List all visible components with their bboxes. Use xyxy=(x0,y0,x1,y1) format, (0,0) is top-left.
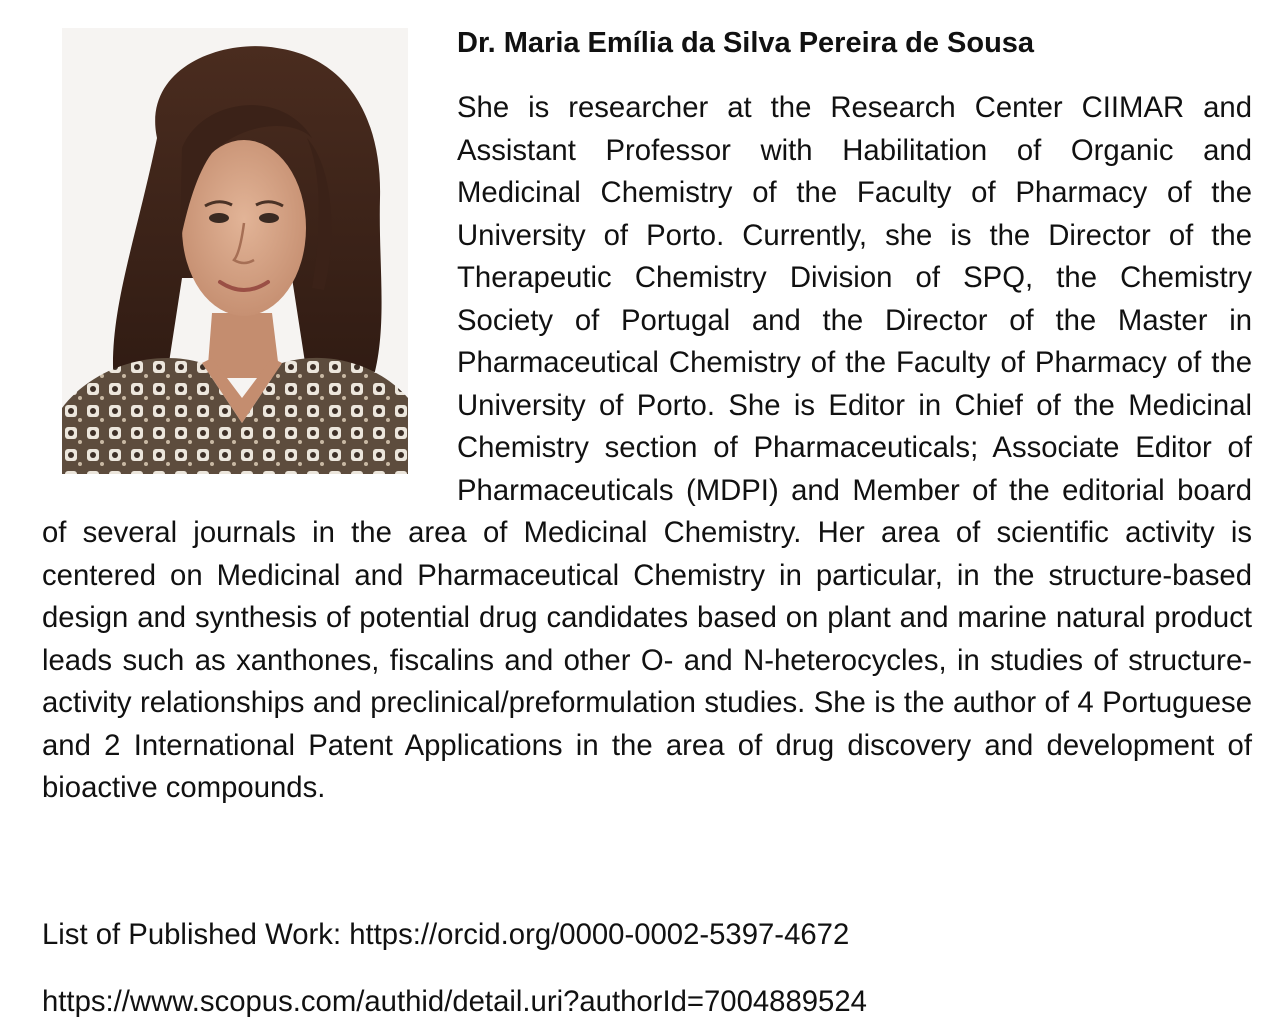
photo-wrap-spacer xyxy=(42,87,457,507)
published-work-line xyxy=(42,917,849,953)
scopus-line xyxy=(42,984,867,1020)
scopus-link[interactable]: https://www.scopus.com/authid/detail.uri?authorId=7004889524 xyxy=(42,985,867,1018)
person-name: Dr. Maria Emília da Silva Pereira de Sousa xyxy=(457,27,1035,59)
orcid-link[interactable]: https://orcid.org/0000-0002-5397-4672 xyxy=(349,918,850,951)
bio-text: She is researcher at the Research Center CIIMAR and Assistant Professor with Habilitation of Organic and Medicinal Chemistry of the Faculty of Pharmacy of the University of Porto. Currently, she is the Director of the Therapeutic Chemistry Division of SPQ, the Chemistry Society of Portugal and the Director of the Master in Pharmaceutical Chemistry of the Faculty of Pharmacy of the University of Porto. She is Editor in Chief of the Medicinal Chemistry section of Pharmaceuticals; Associate Editor of Pharmaceuticals (MDPI) and Member of the editorial board of several journals in the area of Medicinal Chemistry. Her area of scientific activity is centered on Medicinal and Pharmaceutical Chemistry in particular, in the structure-based design and synthesis of potential drug candidates based on plant and marine natural product leads such as xanthones, fiscalins and other O- and N-heterocycles, in studies of structure-activity relationships and preclinical/preformulation studies. She is the author of 4 Portuguese and 2 International Patent Applications in the area of drug discovery and development of bioactive compounds. xyxy=(42,91,1252,804)
published-work-label: List of Published Work: xyxy=(42,918,350,951)
bio-paragraph xyxy=(42,87,1252,810)
